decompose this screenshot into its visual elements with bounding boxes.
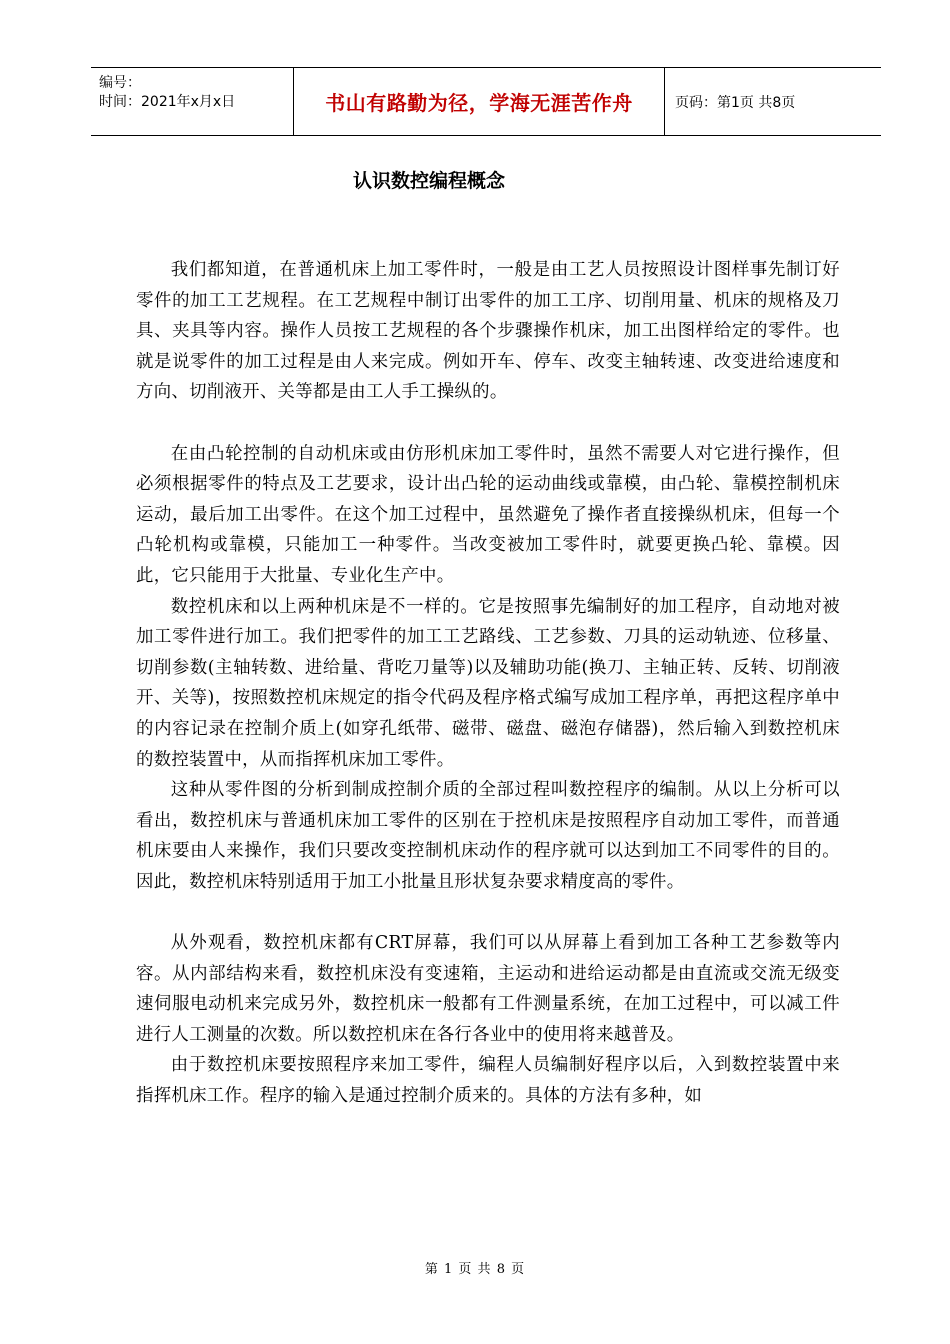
document-number-label: 编号： (99, 75, 141, 91)
paragraph: 从外观看，数控机床都有CRT屏幕，我们可以从屏幕上看到加工各种工艺参数等内容。从内部结构来看，数控机床没有变速箱，主运动和进给运动都是由直流或交流无级变速伺服电动机来完成另外，数控机床一般都有工件测量系统，在加工过程中，可以减工件进行人工测量的次数。所以数控机床在各行各业中的使用将来越普及。 (136, 933, 840, 1045)
header-motto: 书山有路勤为径，学海无涯苦作舟 (293, 68, 665, 135)
paragraph: 由于数控机床要按照程序来加工零件，编程人员编制好程序以后，入到数控装置中来指挥机床工作。程序的输入是通过控制介质来的。具体的方法有多种，如 (136, 1055, 840, 1107)
paragraph: 数控机床和以上两种机床是不一样的。它是按照事先编制好的加工程序，自动地对被加工零件进行加工。我们把零件的加工工艺路线、工艺参数、刀具的运动轨迹、位移量、切削参数(主轴转数、进给量、背吃刀量等)以及辅助功能(换刀、主轴正转、反转、切削液开、关等)，按照数控机床规定的指令代码及程序格式编写成加工程序单，再把这程序单中的内容记录在控制介质上(如穿孔纸带、磁带、磁盘、磁泡存储器)，然后输入到数控机床的数控装置中，从而指挥机床加工零件。 (136, 596, 840, 770)
header-meta (91, 68, 293, 135)
document-time: 时间：2021年x月x日 (99, 94, 236, 110)
document-header (91, 67, 881, 136)
paragraph: 我们都知道，在普通机床上加工零件时，一般是由工艺人员按照设计图样事先制订好零件的加工工艺规程。在工艺规程中制订出零件的加工工序、切削用量、机床的规格及刀具、夹具等内容。操作人员按工艺规程的各个步骤操作机床，加工出图样给定的零件。也就是说零件的加工过程是由人来完成。例如开车、停车、改变主轴转速、改变进给速度和方向、切削液开、关等都是由工人手工操纵的。 (136, 260, 840, 403)
paragraph: 这种从零件图的分析到制成控制介质的全部过程叫数控程序的编制。从以上分析可以看出，数控机床与普通机床加工零件的区别在于控机床是按照程序自动加工零件，而普通机床要由人来操作，我们只要改变控制机床动作的程序就可以达到加工不同零件的目的。因此，数控机床特别适用于加工小批量且形状复杂要求精度高的零件。 (136, 780, 840, 892)
header-page-info: 页码：第1页 共8页 (675, 94, 796, 111)
document-body (136, 255, 840, 1112)
page-title: 认识数控编程概念 (352, 170, 505, 192)
page-footer: 第 1 页 共 8 页 (424, 1262, 526, 1277)
paragraph: 在由凸轮控制的自动机床或由仿形机床加工零件时，虽然不需要人对它进行操作，但必须根据零件的特点及工艺要求，设计出凸轮的运动曲线或靠模，由凸轮、靠模控制机床运动，最后加工出零件。在这个加工过程中，虽然避免了操作者直接操纵机床，但每一个凸轮机构或靠模，只能加工一种零件。当改变被加工零件时，就要更换凸轮、靠模。因此，它只能用于大批量、专业化生产中。 (136, 443, 840, 586)
